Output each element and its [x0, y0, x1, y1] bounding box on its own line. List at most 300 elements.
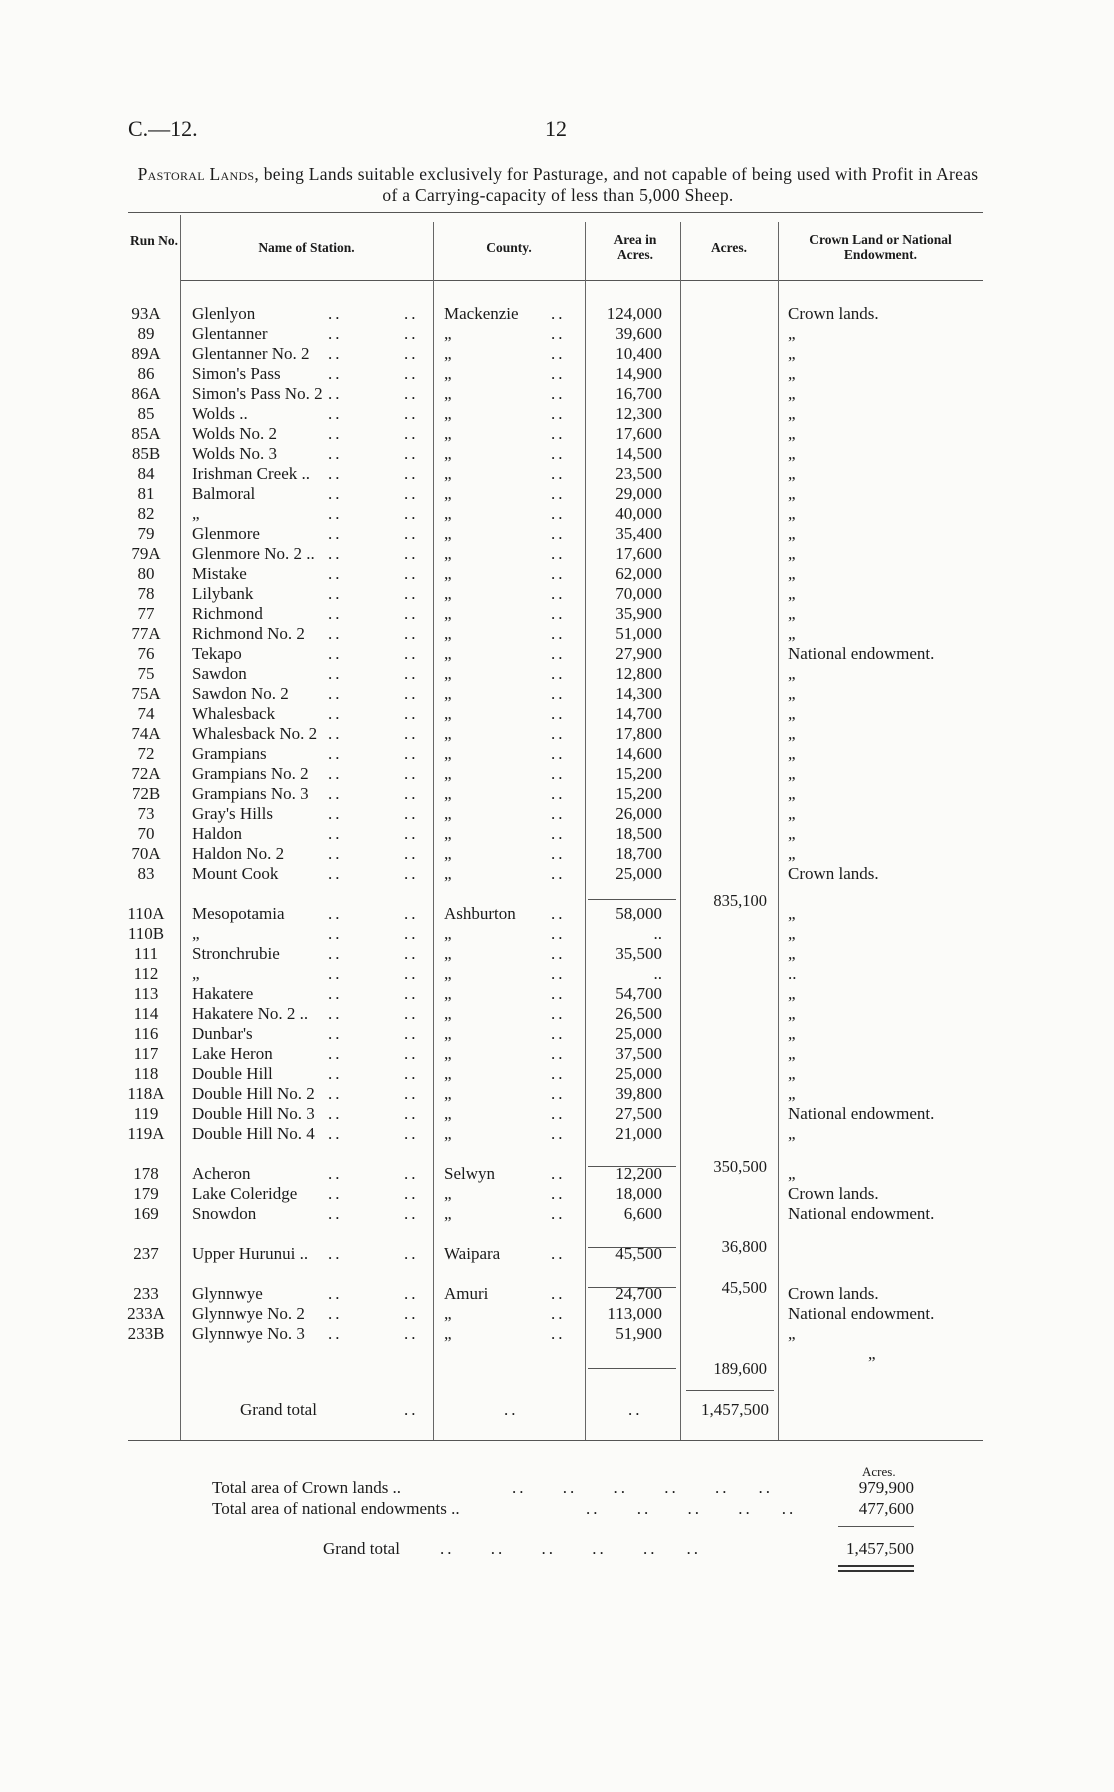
- leader-dots: ..: [551, 944, 566, 963]
- table-row: [0, 1124, 1114, 1144]
- station-name: Whalesback No. 2: [192, 724, 318, 743]
- endowment-status: „: [788, 824, 796, 843]
- table-row: [0, 404, 1114, 424]
- leader-dots: ..: [328, 764, 343, 783]
- run-number: 75: [137, 664, 155, 683]
- area-acres: 27,900: [615, 644, 662, 663]
- endowment-status: „: [788, 1024, 796, 1043]
- endowment-status: „: [788, 724, 796, 743]
- subtotal-amuri: 189,600: [713, 1359, 767, 1378]
- leader-dots: ..: [328, 384, 343, 403]
- station-name: Sawdon: [192, 664, 247, 683]
- endowment-status: „: [788, 664, 796, 683]
- station-name: Glynnwye No. 2: [192, 1304, 305, 1323]
- endowment-status: „: [788, 764, 796, 783]
- subtotal-rule-selwyn: [588, 1247, 676, 1248]
- leader-dots: ..: [328, 644, 343, 663]
- leader-dots: ..: [551, 1024, 566, 1043]
- endowment-status: „: [788, 524, 796, 543]
- leader-dots: ..: [551, 464, 566, 483]
- county-name: „: [444, 684, 452, 703]
- leader-dots: ..: [404, 1104, 419, 1123]
- endowment-status: „: [788, 744, 796, 763]
- leader-dots: ..: [404, 904, 419, 923]
- leader-dots: ..: [551, 1124, 566, 1143]
- area-acres: ..: [653, 924, 662, 943]
- run-number: 76: [137, 644, 155, 663]
- county-name: „: [444, 844, 452, 863]
- endowment-status: Crown lands.: [788, 304, 879, 323]
- leader-dots: ..: [328, 924, 343, 943]
- grand-total-value: 1,457,500: [701, 1400, 769, 1419]
- area-acres: 14,900: [615, 364, 662, 383]
- station-name: Glentanner: [192, 324, 268, 343]
- grand-total-dots-3: ..: [628, 1400, 643, 1419]
- station-name: Double Hill No. 4: [192, 1124, 315, 1143]
- table-bottom-rule: [128, 1440, 983, 1441]
- run-number: 72: [137, 744, 155, 763]
- county-name: „: [444, 1004, 452, 1023]
- endowment-status: National endowment.: [788, 644, 935, 663]
- table-row: [0, 1164, 1114, 1184]
- leader-dots: ..: [551, 724, 566, 743]
- county-name: „: [444, 484, 452, 503]
- station-name: Glentanner No. 2: [192, 344, 310, 363]
- leader-dots: ..: [404, 824, 419, 843]
- leader-dots: ..: [551, 1304, 566, 1323]
- leader-dots: ..: [551, 1204, 566, 1223]
- run-number: 233A: [127, 1304, 165, 1323]
- subtotal-ashburton: 350,500: [713, 1157, 767, 1176]
- grand-total-dots-2: ..: [504, 1400, 519, 1419]
- leader-dots: ..: [328, 844, 343, 863]
- area-acres: 15,200: [615, 764, 662, 783]
- grand-total-label: Grand total: [240, 1400, 317, 1419]
- run-number: 77A: [131, 624, 161, 643]
- table-row: [0, 644, 1114, 664]
- leader-dots: ..: [404, 664, 419, 683]
- station-name: Glynnwye: [192, 1284, 263, 1303]
- subtotal-selwyn: 36,800: [721, 1237, 767, 1256]
- area-acres: 39,600: [615, 324, 662, 343]
- area-acres: 35,400: [615, 524, 662, 543]
- table-row: [0, 384, 1114, 404]
- table-row: [0, 444, 1114, 464]
- leader-dots: ..: [404, 624, 419, 643]
- endowment-status: „: [788, 804, 796, 823]
- station-name: Acheron: [192, 1164, 251, 1183]
- endowment-status: „: [788, 1044, 796, 1063]
- table-row: [0, 324, 1114, 344]
- table-row: [0, 624, 1114, 644]
- endowment-status: „: [788, 344, 796, 363]
- endowment-status: „: [788, 484, 796, 503]
- station-name: Irishman Creek ..: [192, 464, 311, 483]
- leader-dots: ..: [328, 1084, 343, 1103]
- leader-dots: ..: [404, 584, 419, 603]
- station-name: Snowdon: [192, 1204, 257, 1223]
- table-row: [0, 1244, 1114, 1264]
- area-acres: 29,000: [615, 484, 662, 503]
- area-acres: 39,800: [615, 1084, 662, 1103]
- leader-dots: ..: [328, 1244, 343, 1263]
- leader-dots: ..: [551, 864, 566, 883]
- endowment-status: „: [788, 584, 796, 603]
- run-number: 119: [133, 1104, 159, 1123]
- summary-leader-dots: .. .. .. .. .. ..: [512, 1478, 773, 1497]
- leader-dots: ..: [404, 784, 419, 803]
- run-number: 169: [133, 1204, 159, 1223]
- leader-dots: ..: [404, 744, 419, 763]
- run-number: 77: [137, 604, 155, 623]
- county-name: „: [444, 704, 452, 723]
- table-row: [0, 1004, 1114, 1024]
- county-name: „: [444, 784, 452, 803]
- leader-dots: ..: [328, 1104, 343, 1123]
- leader-dots: ..: [328, 444, 343, 463]
- table-row: [0, 484, 1114, 504]
- area-acres: 51,000: [615, 624, 662, 643]
- caption-title: Pastoral Lands,: [137, 164, 260, 184]
- leader-dots: ..: [404, 924, 419, 943]
- subtotal-mackenzie: 835,100: [713, 891, 767, 910]
- run-number: 79A: [131, 544, 161, 563]
- leader-dots: ..: [551, 824, 566, 843]
- leader-dots: ..: [404, 384, 419, 403]
- leader-dots: ..: [551, 584, 566, 603]
- leader-dots: ..: [328, 1124, 343, 1143]
- station-name: Tekapo: [192, 644, 242, 663]
- endowment-status: „: [788, 904, 796, 923]
- leader-dots: ..: [551, 1004, 566, 1023]
- run-number: 116: [133, 1024, 159, 1043]
- run-number: 86: [137, 364, 155, 383]
- table-row: [0, 804, 1114, 824]
- leader-dots: ..: [404, 724, 419, 743]
- area-acres: 54,700: [615, 984, 662, 1003]
- station-name: Simon's Pass No. 2: [192, 384, 323, 403]
- leader-dots: ..: [328, 624, 343, 643]
- leader-dots: ..: [551, 764, 566, 783]
- leader-dots: ..: [328, 424, 343, 443]
- leader-dots: ..: [551, 704, 566, 723]
- county-name: „: [444, 1324, 452, 1343]
- grand-total-dots-1: ..: [404, 1400, 419, 1419]
- run-number: 110B: [127, 924, 165, 943]
- area-acres: 17,600: [615, 544, 662, 563]
- table-row: [0, 344, 1114, 364]
- table-row: [0, 784, 1114, 804]
- area-acres: 27,500: [615, 1104, 662, 1123]
- station-name: Sawdon No. 2: [192, 684, 289, 703]
- area-acres: ..: [653, 964, 662, 983]
- col-header-station: Name of Station.: [258, 240, 355, 255]
- col-header-area: Area in Acres.: [613, 232, 657, 262]
- area-acres: 25,000: [615, 1024, 662, 1043]
- county-name: „: [444, 444, 452, 463]
- county-name: „: [444, 404, 452, 423]
- endowment-status: „: [788, 684, 796, 703]
- station-name: Upper Hurunui ..: [192, 1244, 309, 1263]
- table-row: [0, 1044, 1114, 1064]
- leader-dots: ..: [328, 344, 343, 363]
- summary-leader-dots: .. .. .. .. ..: [586, 1499, 797, 1518]
- leader-dots: ..: [404, 1284, 419, 1303]
- station-name: Double Hill No. 3: [192, 1104, 315, 1123]
- table-row: [0, 864, 1114, 884]
- endowment-status: „: [788, 844, 796, 863]
- leader-dots: ..: [404, 704, 419, 723]
- endowment-status: National endowment.: [788, 1204, 935, 1223]
- leader-dots: ..: [328, 564, 343, 583]
- leader-dots: ..: [328, 524, 343, 543]
- leader-dots: ..: [551, 744, 566, 763]
- leader-dots: ..: [551, 1244, 566, 1263]
- county-name: Waipara: [444, 1244, 501, 1263]
- run-number: 113: [133, 984, 159, 1003]
- county-name: „: [444, 1184, 452, 1203]
- area-acres: 25,000: [615, 864, 662, 883]
- endowment-status: „: [788, 784, 796, 803]
- leader-dots: ..: [404, 604, 419, 623]
- county-name: Selwyn: [444, 1164, 495, 1183]
- run-number: 84: [137, 464, 155, 483]
- station-name: Hakatere No. 2 ..: [192, 1004, 309, 1023]
- endowment-status: „: [788, 944, 796, 963]
- area-acres: 14,300: [615, 684, 662, 703]
- area-acres: 18,700: [615, 844, 662, 863]
- station-name: Lake Coleridge: [192, 1184, 298, 1203]
- county-name: „: [444, 864, 452, 883]
- area-acres: 16,700: [615, 384, 662, 403]
- station-name: Glenlyon: [192, 304, 256, 323]
- leader-dots: ..: [551, 364, 566, 383]
- leader-dots: ..: [404, 304, 419, 323]
- endowment-status: „: [788, 1124, 796, 1143]
- run-number: 74A: [131, 724, 161, 743]
- area-acres: 10,400: [615, 344, 662, 363]
- station-name: Double Hill: [192, 1064, 273, 1083]
- leader-dots: ..: [404, 684, 419, 703]
- run-number: 85: [137, 404, 155, 423]
- summary-double-rule-2: [838, 1570, 914, 1572]
- leader-dots: ..: [551, 344, 566, 363]
- endowment-status: „: [788, 444, 796, 463]
- station-name: „: [192, 504, 200, 523]
- leader-dots: ..: [551, 424, 566, 443]
- leader-dots: ..: [328, 1204, 343, 1223]
- table-row: [0, 704, 1114, 724]
- leader-dots: ..: [328, 684, 343, 703]
- run-number: 178: [133, 1164, 159, 1183]
- leader-dots: ..: [551, 524, 566, 543]
- leader-dots: ..: [404, 364, 419, 383]
- endowment-status: Crown lands.: [788, 1184, 879, 1203]
- run-number: 119A: [127, 1124, 165, 1143]
- area-acres: 25,000: [615, 1064, 662, 1083]
- leader-dots: ..: [551, 404, 566, 423]
- county-name: „: [444, 744, 452, 763]
- leader-dots: ..: [404, 1084, 419, 1103]
- area-acres: 15,200: [615, 784, 662, 803]
- table-top-rule: [128, 212, 983, 213]
- leader-dots: ..: [404, 1304, 419, 1323]
- run-number: 117: [133, 1044, 159, 1063]
- station-name: Wolds No. 3: [192, 444, 278, 463]
- leader-dots: ..: [551, 1064, 566, 1083]
- table-row: [0, 964, 1114, 984]
- run-number: 80: [137, 564, 155, 583]
- county-name: „: [444, 924, 452, 943]
- leader-dots: ..: [328, 964, 343, 983]
- area-acres: 40,000: [615, 504, 662, 523]
- table-row: [0, 604, 1114, 624]
- subtotal-rule-mackenzie: [588, 899, 676, 900]
- county-name: „: [444, 1044, 452, 1063]
- area-acres: 37,500: [615, 1044, 662, 1063]
- area-acres: 62,000: [615, 564, 662, 583]
- table-row: [0, 764, 1114, 784]
- station-name: Grampians: [192, 744, 267, 763]
- run-number: 118: [133, 1064, 159, 1083]
- summary-leader-dots: .. .. .. .. .. ..: [440, 1539, 701, 1558]
- county-name: „: [444, 324, 452, 343]
- run-number: 118A: [127, 1084, 165, 1103]
- endowment-status: „: [788, 544, 796, 563]
- col-header-county: County.: [486, 240, 532, 255]
- leader-dots: ..: [404, 1024, 419, 1043]
- county-name: „: [444, 584, 452, 603]
- leader-dots: ..: [551, 484, 566, 503]
- area-acres: 113,000: [607, 1304, 662, 1323]
- station-name: Lilybank: [192, 584, 254, 603]
- endowment-status: „: [788, 404, 796, 423]
- table-row: [0, 664, 1114, 684]
- table-row: [0, 684, 1114, 704]
- leader-dots: ..: [404, 644, 419, 663]
- table-row: [0, 1104, 1114, 1124]
- station-name: Glenmore: [192, 524, 260, 543]
- run-number: 233: [133, 1284, 159, 1303]
- endowment-status: „: [788, 924, 796, 943]
- table-row: [0, 424, 1114, 444]
- leader-dots: ..: [328, 944, 343, 963]
- table-row: [0, 924, 1114, 944]
- grand-total-rule: [686, 1390, 774, 1391]
- summary-national-value: 477,600: [858, 1499, 914, 1518]
- station-name: Wolds ..: [192, 404, 248, 423]
- document-reference: C.—12.: [128, 116, 198, 141]
- table-row: [0, 1204, 1114, 1224]
- leader-dots: ..: [328, 1304, 343, 1323]
- leader-dots: ..: [551, 304, 566, 323]
- endowment-status: „: [788, 424, 796, 443]
- leader-dots: ..: [551, 804, 566, 823]
- county-name: „: [444, 544, 452, 563]
- run-number: 70: [137, 824, 155, 843]
- summary-double-rule-1: [838, 1565, 914, 1567]
- leader-dots: ..: [328, 1044, 343, 1063]
- endowment-status: ..: [788, 964, 797, 983]
- run-number: 70A: [131, 844, 161, 863]
- county-name: „: [444, 564, 452, 583]
- table-row: [0, 824, 1114, 844]
- county-name: „: [444, 424, 452, 443]
- leader-dots: ..: [404, 1004, 419, 1023]
- run-number: 72B: [131, 784, 161, 803]
- leader-dots: ..: [551, 904, 566, 923]
- summary-national-label: Total area of national endowments ..: [212, 1499, 460, 1518]
- endowment-status: „: [788, 324, 796, 343]
- leader-dots: ..: [551, 324, 566, 343]
- leader-dots: ..: [328, 744, 343, 763]
- county-name: „: [444, 804, 452, 823]
- table-row: [0, 1064, 1114, 1084]
- station-name: Double Hill No. 2: [192, 1084, 315, 1103]
- table-caption: [128, 164, 988, 206]
- run-number: 75A: [131, 684, 161, 703]
- leader-dots: ..: [328, 544, 343, 563]
- area-acres: 12,200: [615, 1164, 662, 1183]
- leader-dots: ..: [404, 1164, 419, 1183]
- col-header-acres: Acres.: [710, 240, 748, 255]
- leader-dots: ..: [328, 1324, 343, 1343]
- county-name: „: [444, 1124, 452, 1143]
- area-acres: 58,000: [615, 904, 662, 923]
- leader-dots: ..: [404, 404, 419, 423]
- subtotal-rule-waipara: [588, 1287, 676, 1288]
- leader-dots: ..: [328, 1024, 343, 1043]
- county-name: „: [444, 724, 452, 743]
- leader-dots: ..: [328, 324, 343, 343]
- table-row: [0, 1184, 1114, 1204]
- leader-dots: ..: [404, 1324, 419, 1343]
- county-name: „: [444, 1304, 452, 1323]
- station-name: Lake Heron: [192, 1044, 273, 1063]
- area-acres: 35,500: [615, 944, 662, 963]
- table-row: [0, 1284, 1114, 1304]
- station-name: Haldon: [192, 824, 243, 843]
- leader-dots: ..: [551, 504, 566, 523]
- leader-dots: ..: [404, 864, 419, 883]
- leader-dots: ..: [404, 1064, 419, 1083]
- leader-dots: ..: [404, 984, 419, 1003]
- county-name: „: [444, 824, 452, 843]
- endowment-status: „: [788, 504, 796, 523]
- leader-dots: ..: [328, 1284, 343, 1303]
- page-number: 12: [545, 116, 567, 141]
- station-name: Mount Cook: [192, 864, 279, 883]
- table-row: [0, 364, 1114, 384]
- summary-total-label: Grand total: [323, 1539, 400, 1558]
- county-name: „: [444, 944, 452, 963]
- leader-dots: ..: [404, 804, 419, 823]
- header-bottom-rule: [180, 280, 983, 281]
- leader-dots: ..: [328, 364, 343, 383]
- table-row: [0, 844, 1114, 864]
- run-number: 237: [133, 1244, 159, 1263]
- area-acres: 12,800: [615, 664, 662, 683]
- run-number: 233B: [127, 1324, 165, 1343]
- leader-dots: ..: [328, 484, 343, 503]
- leader-dots: ..: [404, 344, 419, 363]
- run-number: 82: [137, 504, 155, 523]
- endowment-status: National endowment.: [788, 1104, 935, 1123]
- leader-dots: ..: [551, 784, 566, 803]
- leader-dots: ..: [551, 964, 566, 983]
- table-row: [0, 1024, 1114, 1044]
- run-number: 85B: [131, 444, 161, 463]
